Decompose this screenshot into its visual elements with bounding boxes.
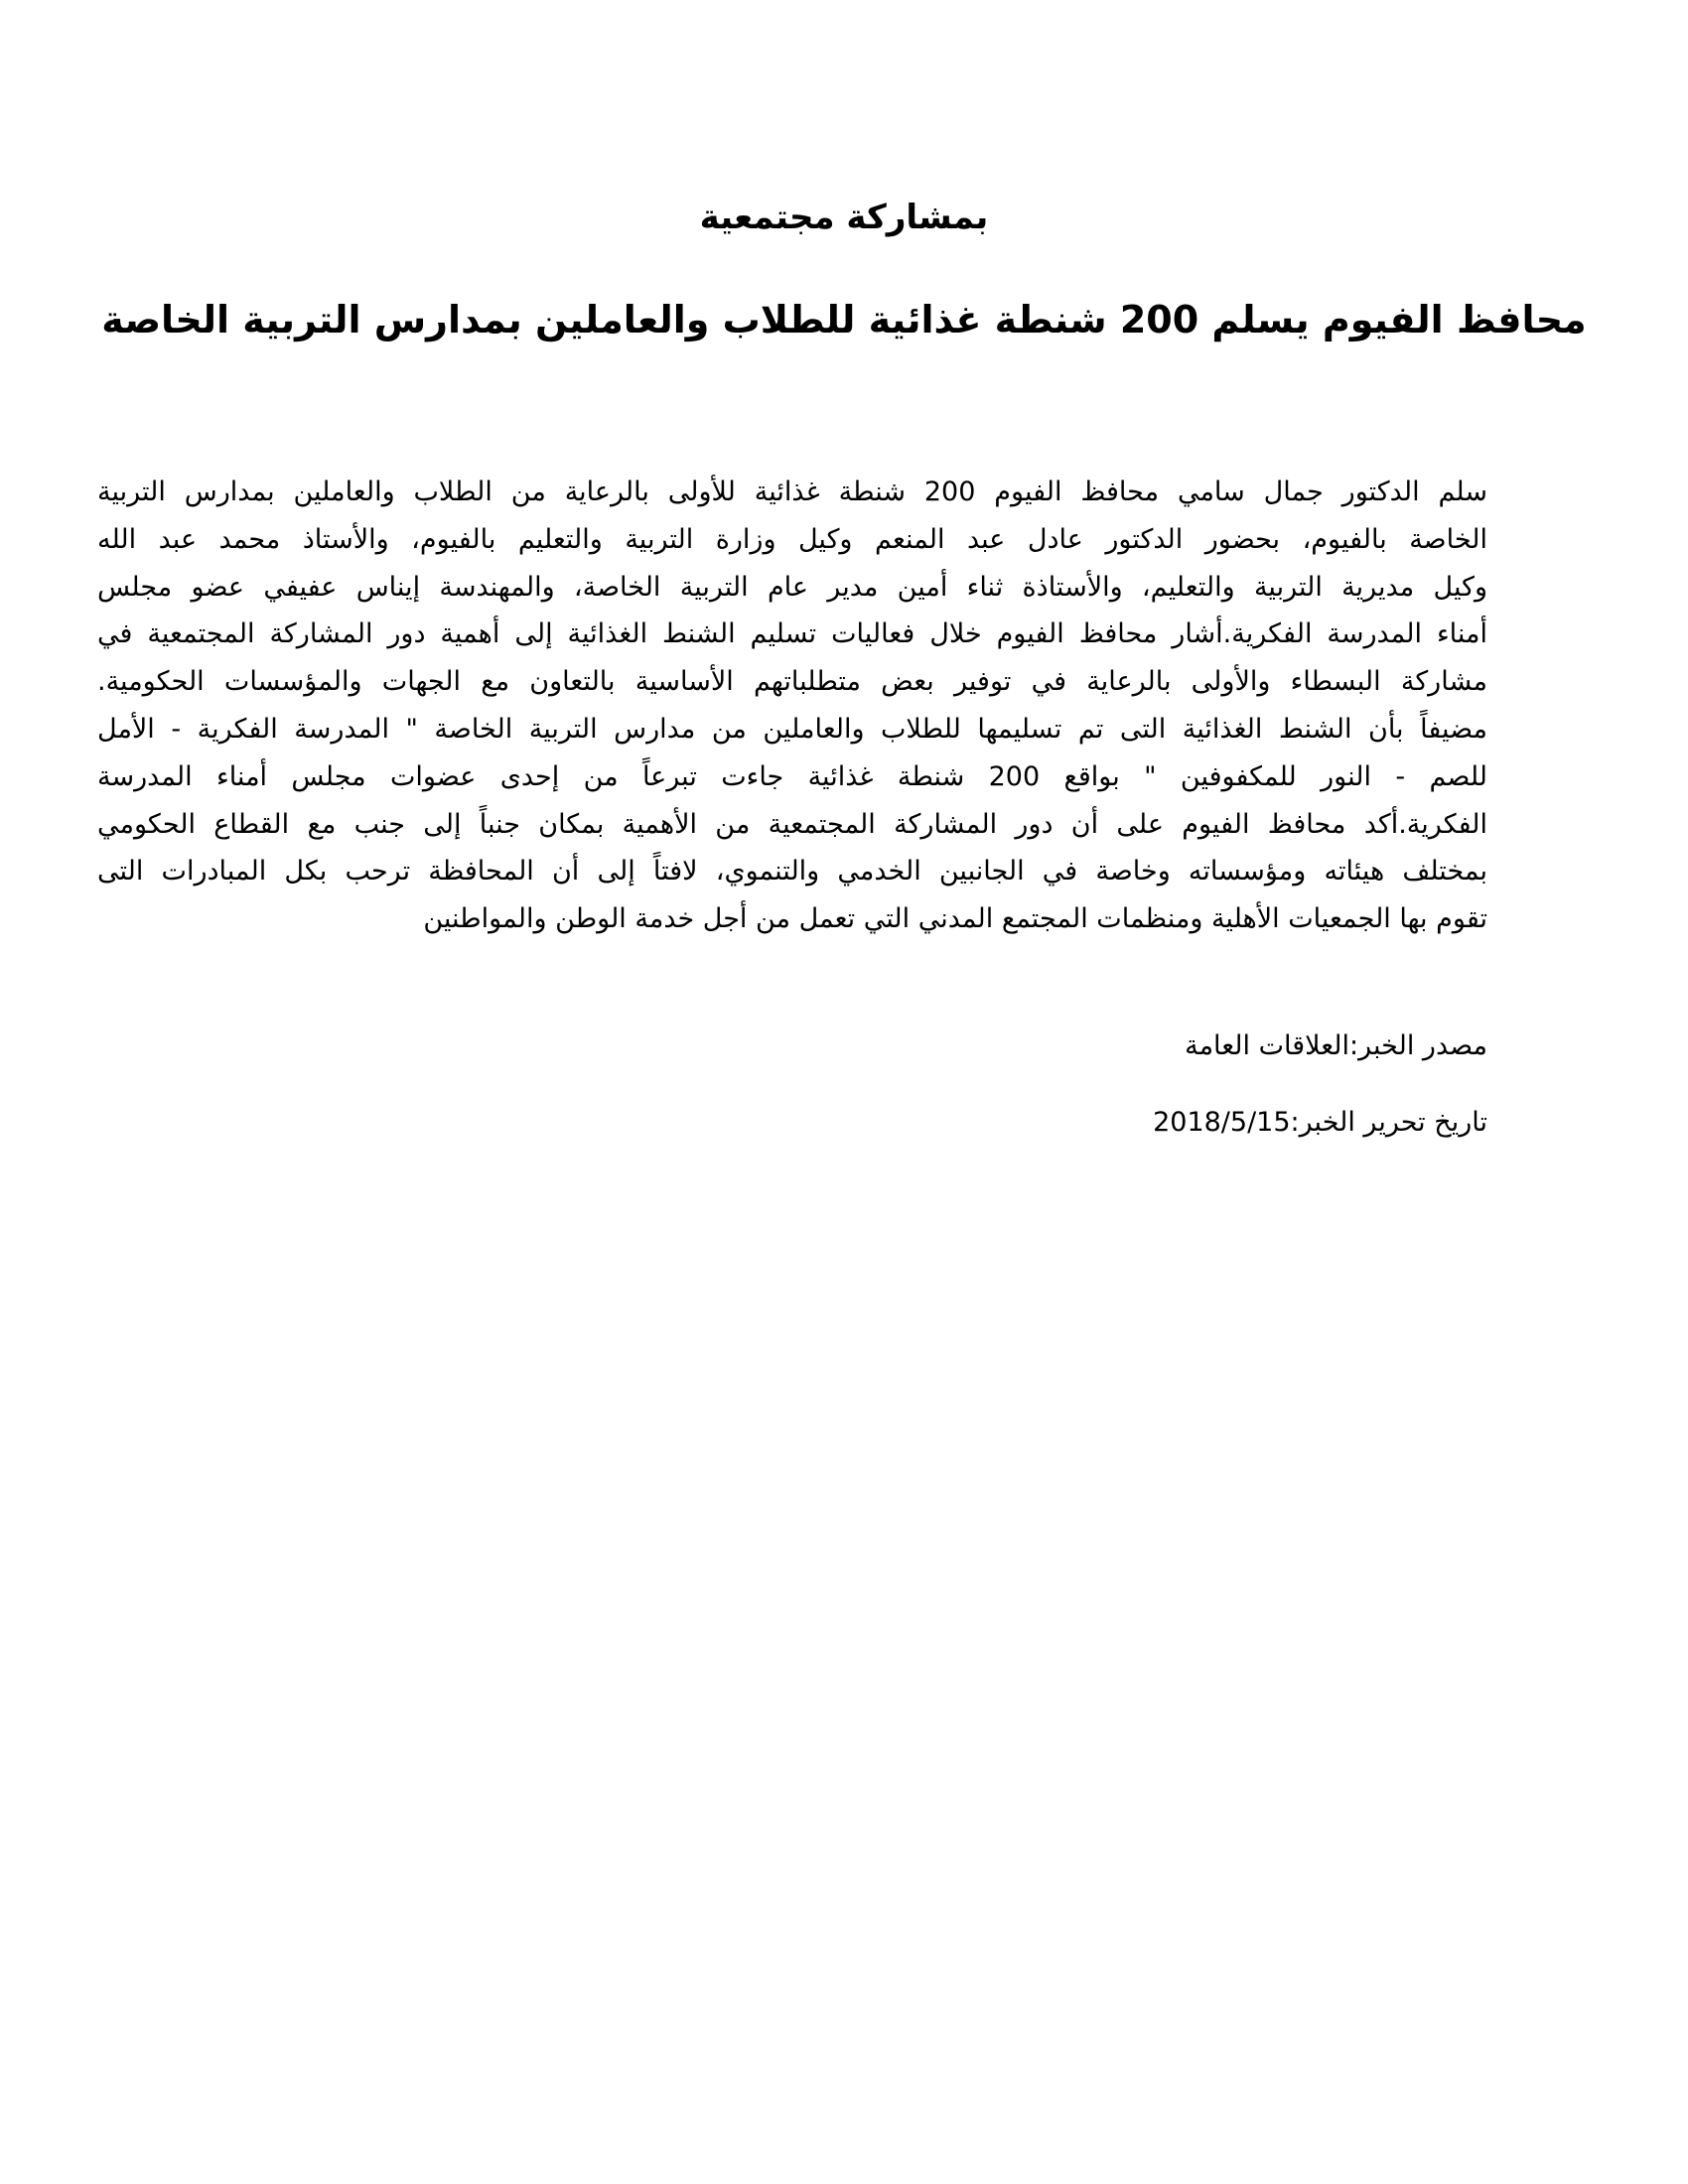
article-kicker: بمشاركة مجتمعية xyxy=(699,198,989,237)
news-source-label: مصدر الخبر: xyxy=(1349,1030,1487,1061)
body-line: الفكرية.أكد محافظ الفيوم على أن دور المشاركة المجتمعية من الأهمية بمكان جنباً إلى جنب مع القطاع الحكومي xyxy=(97,808,1487,840)
body-line: بمختلف هيئاته ومؤسساته وخاصة في الجانبين الخدمي والتنموي، لافتاً إلى أن المحافظة ترحب بكل المبادرات التى xyxy=(97,856,1487,887)
edit-date xyxy=(1153,1103,1487,1143)
body-line: تقوم بها الجمعيات الأهلية ومنظمات المجتمع المدني التي تعمل من أجل خدمة الوطن والمواطنين xyxy=(423,903,1487,935)
edit-date-label: تاريخ تحرير الخبر: xyxy=(1290,1107,1487,1138)
body-line: وكيل مديرية التربية والتعليم، والأستاذة ثناء أمين مدير عام التربية الخاصة، والمهندسة إيناس عفيفي عضو مجلس xyxy=(97,571,1487,603)
news-source xyxy=(1185,1026,1487,1066)
news-source-value: العلاقات العامة xyxy=(1185,1030,1350,1061)
edit-date-value: 2018/5/15 xyxy=(1153,1107,1291,1138)
body-line: سلم الدكتور جمال سامي محافظ الفيوم 200 شنطة غذائية للأولى بالرعاية من الطلاب والعاملين بمدارس التربية xyxy=(97,477,1487,507)
body-line: الخاصة بالفيوم، بحضور الدكتور عادل عبد المنعم وكيل وزارة التربية والتعليم بالفيوم، والأستاذ محمد عبد الله xyxy=(97,523,1487,555)
body-line: مشاركة البسطاء والأولى بالرعاية في توفير بعض متطلباتهم الأساسية بالتعاون مع الجهات والمؤسسات الحكومية. xyxy=(97,666,1487,698)
body-line: للصم - النور للمكفوفين " بواقع 200 شنطة غذائية جاءت تبرعاً من إحدى عضوات مجلس أمناء المدرسة xyxy=(97,760,1487,792)
article-body xyxy=(97,469,1487,943)
body-line: أمناء المدرسة الفكرية.أشار محافظ الفيوم خلال فعاليات تسليم الشنط الغذائية إلى أهمية دور المشاركة المجتمعية في xyxy=(97,618,1487,650)
body-line: مضيفاً بأن الشنط الغذائية التى تم تسليمها للطلاب والعاملين من مدارس التربية الخاصة " المدرسة الفكرية - الأمل xyxy=(97,713,1487,745)
article-title: محافظ الفيوم يسلم 200 شنطة غذائية للطلاب والعاملين بمدارس التربية الخاصة xyxy=(101,298,1587,341)
